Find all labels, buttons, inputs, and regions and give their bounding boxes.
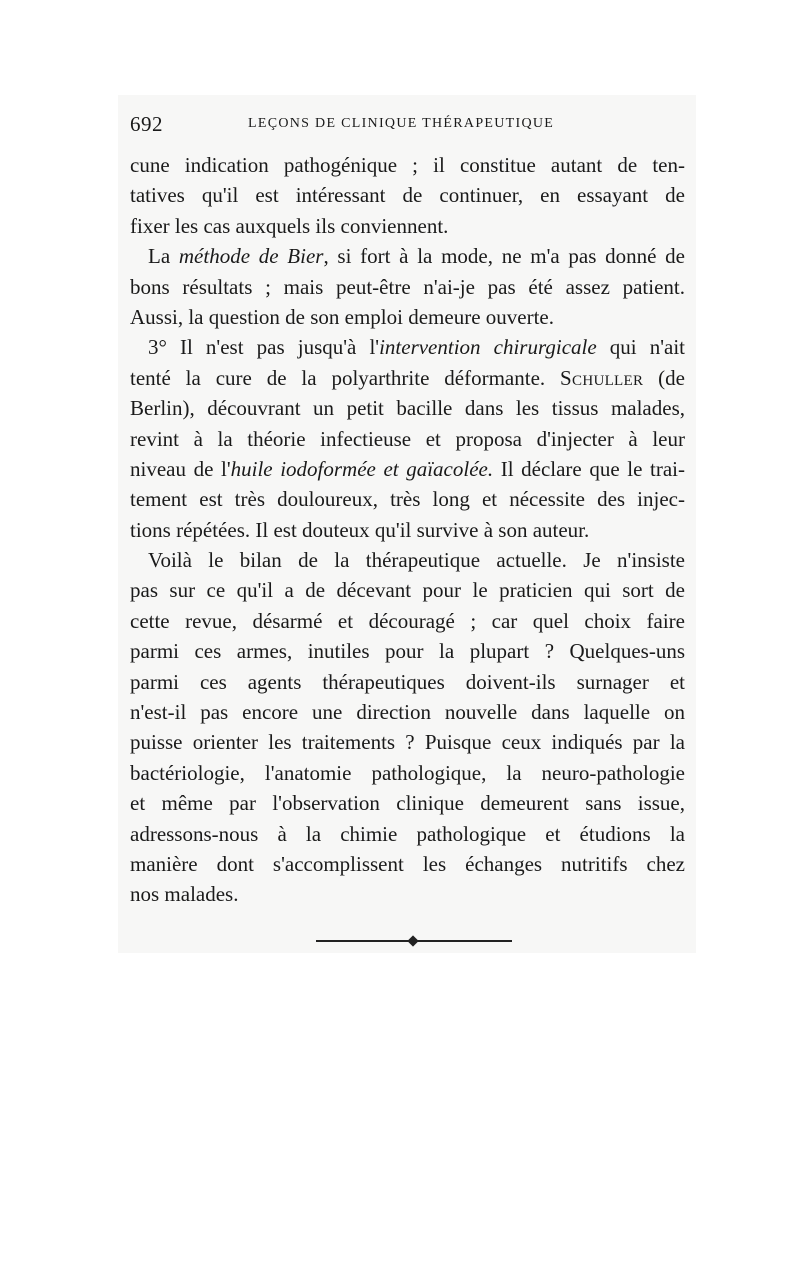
text-line: cette revue, désarmé et découragé ; car quel choix faire xyxy=(130,608,685,633)
text-fragment: (de xyxy=(643,365,685,390)
text-line: nos malades. xyxy=(130,882,239,907)
text-line: tions répétées. Il est douteux qu'il survive à son auteur. xyxy=(130,517,590,542)
text-line: parmi ces agents thérapeutiques doivent-ils surnager et xyxy=(130,669,685,694)
text-line: n'est-il pas encore une direction nouvelle dans laquelle on xyxy=(130,700,685,725)
text-line: puisse orienter les traitements ? Puisque ceux indiqués par la xyxy=(130,730,685,755)
text-fragment: Il déclare que le trai- xyxy=(493,456,686,481)
text-line: bons résultats ; mais peut-être n'ai-je pas été assez patient. xyxy=(130,274,685,299)
text-line: adressons-nous à la chimie pathologique et étudions la xyxy=(130,821,685,846)
text-line: bactériologie, l'anatomie pathologique, la neuro-pathologie xyxy=(130,760,685,785)
body-text xyxy=(130,150,685,910)
text-fragment: , si fort à la mode, ne m'a pas donné de xyxy=(323,244,685,269)
text-line: tement est très douloureux, très long et nécessite des injec- xyxy=(130,487,685,512)
text-line: fixer les cas auxquels ils conviennent. xyxy=(130,213,449,238)
running-title: LEÇONS DE CLINIQUE THÉRAPEUTIQUE xyxy=(248,116,555,131)
author-name: Schuller xyxy=(560,365,644,390)
section-divider xyxy=(316,934,512,948)
text-line: Aussi, la question de son emploi demeure ouverte. xyxy=(130,304,554,329)
diamond-ornament-icon xyxy=(407,935,418,946)
text-line: parmi ces armes, inutiles pour la plupart ? Quelques-uns xyxy=(130,639,685,664)
page-header xyxy=(130,112,685,136)
text-line: revint à la théorie infectieuse et proposa d'injecter à leur xyxy=(130,426,685,451)
text-line: Voilà le bilan de la thérapeutique actuelle. Je n'insiste xyxy=(148,548,685,573)
page-number: 692 xyxy=(130,112,163,136)
text-line xyxy=(130,241,685,271)
text-line: cune indication pathogénique ; il constitue autant de ten- xyxy=(130,153,685,177)
text-fragment: 3° Il n'est pas jusqu'à l' xyxy=(148,335,380,360)
text-line: tatives qu'il est intéressant de continuer, en essayant de xyxy=(130,183,685,208)
text-line: et même par l'observation clinique demeurent sans issue, xyxy=(130,791,685,816)
text-fragment: La xyxy=(148,244,179,269)
text-line: manière dont s'accomplissent les échanges nutritifs chez xyxy=(130,851,685,876)
text-line xyxy=(130,454,685,484)
text-line xyxy=(130,332,685,362)
emphasis-text: méthode de Bier xyxy=(178,244,324,269)
text-fragment: qui n'ait xyxy=(596,335,685,360)
text-line: pas sur ce qu'il a de décevant pour le praticien qui sort de xyxy=(130,578,685,603)
emphasis-text: intervention chirurgicale xyxy=(379,335,597,360)
text-line xyxy=(130,363,685,393)
text-fragment: tenté la cure de la polyarthrite déformante. xyxy=(130,365,561,390)
emphasis-text: huile iodoformée et gaïacolée. xyxy=(230,456,494,481)
text-fragment: niveau de l' xyxy=(130,456,231,481)
text-line: Berlin), découvrant un petit bacille dans les tissus malades, xyxy=(130,396,685,421)
